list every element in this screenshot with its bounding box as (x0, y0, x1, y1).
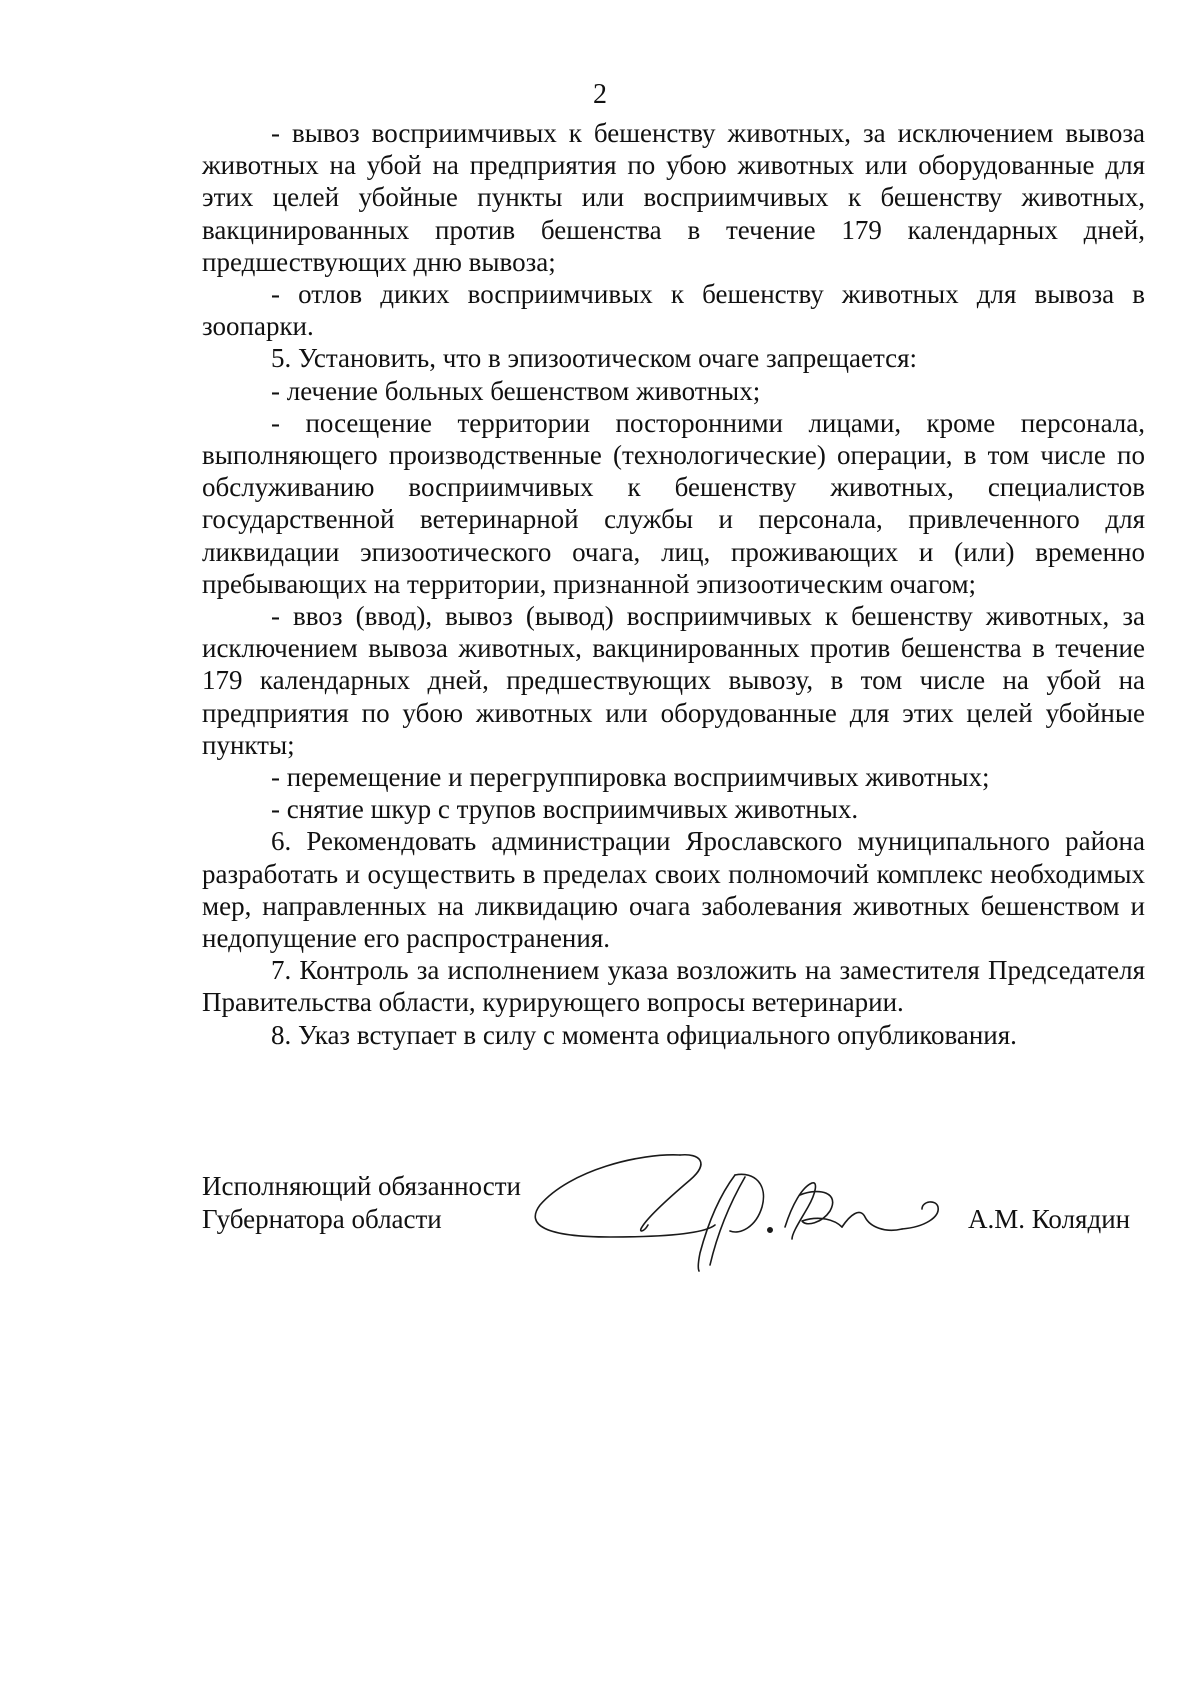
signatory-position (202, 1170, 521, 1236)
paragraph-capture-restriction: - отлов диких восприимчивых к бешенству животных для вывоза в зоопарки. (202, 279, 1145, 342)
handwritten-signature (530, 1135, 950, 1275)
paragraph-item-8: 8. Указ вступает в силу с момента официального опубликования. (271, 1019, 1017, 1050)
signatory-position-line-1: Исполняющий обязанности (202, 1171, 521, 1201)
paragraph-visit-ban: - посещение территории посторонними лицами, кроме персонала, выполняющего производственные (технологические) операции, в том числе по обслуживанию восприимчивых к бешенству животных, специалистов государственной ветеринарной службы и персонала, привлеченного для ликвидации эпизоотического очага, лиц, проживающих и (или) временно пребывающих на территории, признанной эпизоотическим очагом; (202, 407, 1145, 599)
paragraph-treatment-ban: - лечение больных бешенством животных; (271, 375, 761, 406)
paragraph-import-export-ban: - ввоз (ввод), вывоз (вывод) восприимчивых к бешенству животных, за исключением вывоза животных, вакцинированных против бешенства в течение 179 календарных дней, предшествующих вывозу, в том числе на убой на предприятия по убою животных или оборудованные для этих целей убойные пункты; (202, 601, 1145, 760)
paragraph-regrouping-ban: - перемещение и перегруппировка восприимчивых животных; (271, 762, 990, 793)
signatory-name: А.М. Колядин (968, 1204, 1131, 1234)
signatory-position-line-2: Губернатора области (202, 1204, 442, 1234)
paragraph-item-5: 5. Установить, что в эпизоотическом очаге запрещается: (271, 343, 918, 374)
page-number: 2 (593, 79, 607, 110)
paragraph-skinning-ban: - снятие шкур с трупов восприимчивых животных. (271, 794, 859, 825)
decree-body (202, 117, 1145, 1051)
paragraph-export-restriction: - вывоз восприимчивых к бешенству животных, за исключением вывоза животных на убой на предприятия по убою животных или оборудованные для этих целей убойные пункты или восприимчивых к бешенству животных, вакцинированных против бешенства в течение 179 календарных дней, предшествующих дню вывоза; (202, 118, 1145, 277)
paragraph-item-6: 6. Рекомендовать администрации Ярославского муниципального района разработать и осуществить в пределах своих полномочий комплекс необходимых мер, направленных на ликвидацию очага заболевания животных бешенством и недопущение его распространения. (202, 826, 1145, 954)
paragraph-item-7: 7. Контроль за исполнением указа возложить на заместителя Председателя Правительства области, курирующего вопросы ветеринарии. (202, 955, 1145, 1018)
